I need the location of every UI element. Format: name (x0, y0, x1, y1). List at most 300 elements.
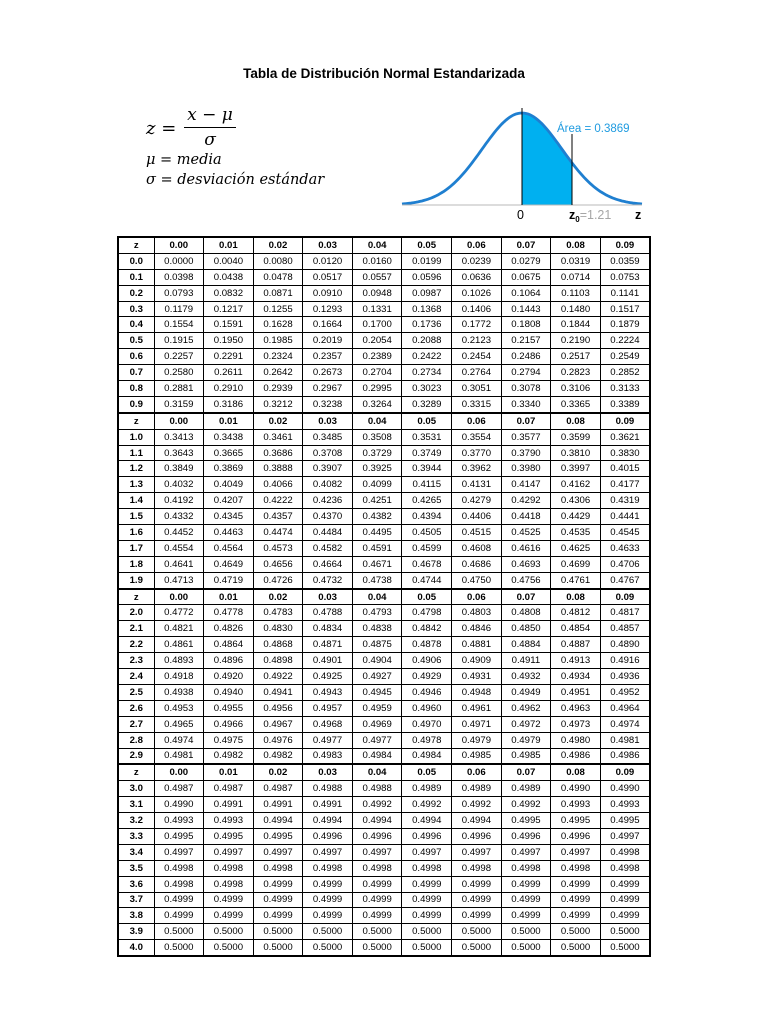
table-cell: 0.4948 (452, 684, 502, 700)
table-cell: 0.4756 (501, 572, 551, 588)
table-cell: 0.2123 (452, 333, 502, 349)
table-cell: 0.4192 (154, 493, 204, 509)
table-cell: 0.2224 (600, 333, 650, 349)
table-cell: 0.4998 (253, 860, 303, 876)
table-cell: 0.3869 (204, 461, 254, 477)
table-cell: 0.4671 (352, 556, 402, 572)
table-cell: 0.2611 (204, 365, 254, 381)
formula-denominator: σ (204, 130, 216, 151)
header-z: z (118, 764, 154, 780)
table-cell: 0.4236 (303, 493, 353, 509)
table-cell: 0.1844 (551, 317, 601, 333)
table-cell: 0.4998 (352, 860, 402, 876)
column-header: 0.05 (402, 764, 452, 780)
table-cell: 0.4994 (452, 813, 502, 829)
table-cell: 0.4992 (352, 797, 402, 813)
table-cell: 0.4981 (154, 748, 204, 764)
table-cell: 0.4616 (501, 540, 551, 556)
table-cell: 0.2517 (551, 349, 601, 365)
table-row (118, 525, 650, 541)
table-cell: 0.1293 (303, 301, 353, 317)
page-title: Tabla de Distribución Normal Estandarizada (243, 66, 525, 81)
table-cell: 0.3159 (154, 396, 204, 412)
table-cell: 0.4964 (600, 700, 650, 716)
table-cell: 0.4222 (253, 493, 303, 509)
table-cell: 0.4960 (402, 700, 452, 716)
table-cell: 0.4998 (154, 876, 204, 892)
table-cell: 0.2549 (600, 349, 650, 365)
table-row (118, 653, 650, 669)
table-cell: 0.4998 (452, 860, 502, 876)
table-cell: 0.4962 (501, 700, 551, 716)
table-cell: 0.0832 (204, 285, 254, 301)
table-cell: 0.3599 (551, 429, 601, 445)
table-cell: 0.4994 (253, 813, 303, 829)
column-header: 0.04 (352, 589, 402, 605)
table-cell: 0.4981 (600, 732, 650, 748)
table-cell: 0.4996 (551, 828, 601, 844)
table-cell: 0.0000 (154, 253, 204, 269)
table-cell: 0.2324 (253, 349, 303, 365)
table-cell: 0.4999 (303, 876, 353, 892)
table-cell: 0.4993 (600, 797, 650, 813)
table-cell: 0.4066 (253, 477, 303, 493)
table-cell: 0.2852 (600, 365, 650, 381)
table-cell: 0.0910 (303, 285, 353, 301)
table-row (118, 797, 650, 813)
row-z-value: 1.1 (118, 445, 154, 461)
table-header-row (118, 237, 650, 253)
table-cell: 0.3413 (154, 429, 204, 445)
table-cell: 0.1950 (204, 333, 254, 349)
table-cell: 0.1915 (154, 333, 204, 349)
row-z-value: 1.2 (118, 461, 154, 477)
table-cell: 0.2291 (204, 349, 254, 365)
table-cell: 0.3749 (402, 445, 452, 461)
table-cell: 0.1064 (501, 285, 551, 301)
table-cell: 0.4788 (303, 605, 353, 621)
formula-sd-definition: σ = desviación estándar (146, 172, 325, 188)
table-cell: 0.4966 (204, 716, 254, 732)
table-cell: 0.3790 (501, 445, 551, 461)
table-cell: 0.4904 (352, 653, 402, 669)
table-cell: 0.2019 (303, 333, 353, 349)
table-cell: 0.5000 (303, 924, 353, 940)
table-cell: 0.4535 (551, 525, 601, 541)
table-cell: 0.1664 (303, 317, 353, 333)
table-cell: 0.4992 (501, 797, 551, 813)
table-cell: 0.0080 (253, 253, 303, 269)
table-cell: 0.4719 (204, 572, 254, 588)
formula-numerator: x − μ (187, 105, 233, 125)
table-cell: 0.4599 (402, 540, 452, 556)
table-cell: 0.4998 (154, 860, 204, 876)
row-z-value: 3.8 (118, 908, 154, 924)
table-cell: 0.2054 (352, 333, 402, 349)
table-cell: 0.4515 (452, 525, 502, 541)
table-cell: 0.4999 (204, 892, 254, 908)
row-z-value: 1.7 (118, 540, 154, 556)
table-cell: 0.4991 (303, 797, 353, 813)
table-cell: 0.4573 (253, 540, 303, 556)
column-header: 0.06 (452, 764, 502, 780)
table-cell: 0.4082 (303, 477, 353, 493)
table-cell: 0.5000 (402, 924, 452, 940)
table-cell: 0.4686 (452, 556, 502, 572)
fraction-bar (184, 127, 236, 128)
table-cell: 0.5000 (154, 940, 204, 956)
table-cell: 0.0359 (600, 253, 650, 269)
table-cell: 0.3770 (452, 445, 502, 461)
row-z-value: 2.3 (118, 653, 154, 669)
table-cell: 0.4998 (551, 860, 601, 876)
table-cell: 0.4049 (204, 477, 254, 493)
table-cell: 0.3888 (253, 461, 303, 477)
table-cell: 0.4996 (452, 828, 502, 844)
table-cell: 0.5000 (303, 940, 353, 956)
axis-z-label: z (635, 208, 642, 222)
table-cell: 0.4999 (551, 892, 601, 908)
column-header: 0.05 (402, 237, 452, 253)
table-cell: 0.4970 (402, 716, 452, 732)
table-cell: 0.4976 (253, 732, 303, 748)
table-cell: 0.4783 (253, 605, 303, 621)
table-cell: 0.2764 (452, 365, 502, 381)
table-cell: 0.4713 (154, 572, 204, 588)
table-cell: 0.4357 (253, 509, 303, 525)
table-cell: 0.3438 (204, 429, 254, 445)
table-cell: 0.0753 (600, 269, 650, 285)
table-cell: 0.4999 (600, 892, 650, 908)
normal-curve-figure (398, 104, 648, 226)
table-cell: 0.4582 (303, 540, 353, 556)
table-cell: 0.4963 (551, 700, 601, 716)
row-z-value: 1.4 (118, 493, 154, 509)
table-cell: 0.4999 (402, 892, 452, 908)
table-header-row (118, 589, 650, 605)
table-cell: 0.4971 (452, 716, 502, 732)
table-cell: 0.3997 (551, 461, 601, 477)
table-cell: 0.4998 (303, 860, 353, 876)
table-row (118, 396, 650, 412)
table-cell: 0.3023 (402, 381, 452, 397)
table-cell: 0.2088 (402, 333, 452, 349)
table-row (118, 684, 650, 700)
table-cell: 0.4994 (303, 813, 353, 829)
table-cell: 0.1700 (352, 317, 402, 333)
table-cell: 0.4999 (600, 908, 650, 924)
table-cell: 0.4996 (501, 828, 551, 844)
table-cell: 0.4887 (551, 637, 601, 653)
table-row (118, 540, 650, 556)
table-cell: 0.4936 (600, 669, 650, 685)
table-cell: 0.4429 (551, 509, 601, 525)
table-cell: 0.3340 (501, 396, 551, 412)
table-cell: 0.4505 (402, 525, 452, 541)
table-row (118, 940, 650, 956)
table-cell: 0.4974 (600, 716, 650, 732)
table-cell: 0.1480 (551, 301, 601, 317)
table-cell: 0.4927 (352, 669, 402, 685)
row-z-value: 3.1 (118, 797, 154, 813)
table-cell: 0.4803 (452, 605, 502, 621)
table-cell: 0.2422 (402, 349, 452, 365)
table-cell: 0.4893 (154, 653, 204, 669)
column-header: 0.00 (154, 413, 204, 429)
table-cell: 0.4901 (303, 653, 353, 669)
row-z-value: 0.7 (118, 365, 154, 381)
table-cell: 0.4940 (204, 684, 254, 700)
table-cell: 0.4932 (501, 669, 551, 685)
column-header: 0.07 (501, 237, 551, 253)
table-cell: 0.0478 (253, 269, 303, 285)
row-z-value: 2.6 (118, 700, 154, 716)
table-cell: 0.4997 (452, 844, 502, 860)
z-score-formula (146, 104, 406, 194)
table-row (118, 301, 650, 317)
table-cell: 0.4999 (154, 892, 204, 908)
table-cell: 0.5000 (253, 924, 303, 940)
table-cell: 0.4968 (303, 716, 353, 732)
table-cell: 0.4999 (402, 876, 452, 892)
column-header: 0.04 (352, 237, 402, 253)
column-header: 0.07 (501, 764, 551, 780)
table-cell: 0.4994 (352, 813, 402, 829)
table-cell: 0.1406 (452, 301, 502, 317)
table-cell: 0.4761 (551, 572, 601, 588)
table-cell: 0.4972 (501, 716, 551, 732)
z0-value: =1.21 (579, 208, 612, 222)
table-row (118, 333, 650, 349)
table-cell: 0.4406 (452, 509, 502, 525)
row-z-value: 3.4 (118, 844, 154, 860)
table-cell: 0.0557 (352, 269, 402, 285)
table-row (118, 669, 650, 685)
table-cell: 0.0040 (204, 253, 254, 269)
row-z-value: 0.6 (118, 349, 154, 365)
table-cell: 0.4925 (303, 669, 353, 685)
column-header: 0.09 (600, 237, 650, 253)
table-cell: 0.4767 (600, 572, 650, 588)
table-cell: 0.4999 (551, 876, 601, 892)
table-cell: 0.4999 (452, 892, 502, 908)
table-cell: 0.4998 (204, 860, 254, 876)
table-cell: 0.3577 (501, 429, 551, 445)
table-cell: 0.4951 (551, 684, 601, 700)
table-cell: 0.4452 (154, 525, 204, 541)
table-cell: 0.4998 (402, 860, 452, 876)
table-cell: 0.4987 (154, 781, 204, 797)
table-cell: 0.4978 (402, 732, 452, 748)
column-header: 0.02 (253, 589, 303, 605)
table-cell: 0.4750 (452, 572, 502, 588)
table-cell: 0.4641 (154, 556, 204, 572)
column-header: 0.00 (154, 589, 204, 605)
table-cell: 0.0398 (154, 269, 204, 285)
table-cell: 0.4625 (551, 540, 601, 556)
column-header: 0.09 (600, 589, 650, 605)
table-cell: 0.4878 (402, 637, 452, 653)
formula-fraction (184, 104, 236, 151)
table-cell: 0.4162 (551, 477, 601, 493)
table-cell: 0.4418 (501, 509, 551, 525)
table-cell: 0.3389 (600, 396, 650, 412)
table-cell: 0.4474 (253, 525, 303, 541)
table-row (118, 732, 650, 748)
table-cell: 0.4998 (600, 844, 650, 860)
table-row (118, 748, 650, 764)
table-cell: 0.2580 (154, 365, 204, 381)
table-cell: 0.4945 (352, 684, 402, 700)
table-cell: 0.4993 (154, 813, 204, 829)
table-cell: 0.4997 (253, 844, 303, 860)
table-cell: 0.4959 (352, 700, 402, 716)
table-cell: 0.4999 (204, 908, 254, 924)
table-cell: 0.4999 (551, 908, 601, 924)
table-cell: 0.4965 (154, 716, 204, 732)
table-cell: 0.4884 (501, 637, 551, 653)
table-cell: 0.4996 (352, 828, 402, 844)
formula-lhs: z = (146, 118, 177, 139)
row-z-value: 1.0 (118, 429, 154, 445)
table-cell: 0.4850 (501, 621, 551, 637)
table-cell: 0.4649 (204, 556, 254, 572)
table-cell: 0.3051 (452, 381, 502, 397)
table-cell: 0.5000 (600, 940, 650, 956)
table-cell: 0.3264 (352, 396, 402, 412)
table-cell: 0.2881 (154, 381, 204, 397)
table-cell: 0.2257 (154, 349, 204, 365)
table-cell: 0.4995 (154, 828, 204, 844)
table-row (118, 700, 650, 716)
column-header: 0.07 (501, 589, 551, 605)
table-row (118, 892, 650, 908)
table-cell: 0.2389 (352, 349, 402, 365)
table-cell: 0.1628 (253, 317, 303, 333)
row-z-value: 0.0 (118, 253, 154, 269)
table-cell: 0.4821 (154, 621, 204, 637)
column-header: 0.03 (303, 413, 353, 429)
table-cell: 0.4177 (600, 477, 650, 493)
table-cell: 0.5000 (352, 924, 402, 940)
table-cell: 0.3980 (501, 461, 551, 477)
table-cell: 0.4941 (253, 684, 303, 700)
table-cell: 0.4989 (452, 781, 502, 797)
column-header: 0.01 (204, 764, 254, 780)
table-cell: 0.2486 (501, 349, 551, 365)
table-cell: 0.3810 (551, 445, 601, 461)
row-z-value: 3.0 (118, 781, 154, 797)
column-header: 0.05 (402, 589, 452, 605)
table-cell: 0.1141 (600, 285, 650, 301)
table-cell: 0.5000 (452, 924, 502, 940)
table-cell: 0.4846 (452, 621, 502, 637)
table-cell: 0.1443 (501, 301, 551, 317)
row-z-value: 0.3 (118, 301, 154, 317)
table-cell: 0.4678 (402, 556, 452, 572)
column-header: 0.05 (402, 413, 452, 429)
z0-symbol: z (569, 208, 576, 222)
table-cell: 0.4999 (154, 908, 204, 924)
row-z-value: 1.6 (118, 525, 154, 541)
table-header-row (118, 413, 650, 429)
table-cell: 0.4744 (402, 572, 452, 588)
row-z-value: 0.4 (118, 317, 154, 333)
table-cell: 0.0319 (551, 253, 601, 269)
table-cell: 0.4986 (600, 748, 650, 764)
table-cell: 0.4984 (402, 748, 452, 764)
table-cell: 0.0279 (501, 253, 551, 269)
row-z-value: 3.3 (118, 828, 154, 844)
table-cell: 0.4989 (501, 781, 551, 797)
table-cell: 0.4990 (551, 781, 601, 797)
table-cell: 0.1331 (352, 301, 402, 317)
table-cell: 0.4545 (600, 525, 650, 541)
table-cell: 0.4995 (253, 828, 303, 844)
table-cell: 0.4977 (352, 732, 402, 748)
table-cell: 0.4977 (303, 732, 353, 748)
table-cell: 0.4834 (303, 621, 353, 637)
table-row (118, 813, 650, 829)
table-cell: 0.0120 (303, 253, 353, 269)
table-cell: 0.3643 (154, 445, 204, 461)
table-cell: 0.4909 (452, 653, 502, 669)
column-header: 0.03 (303, 237, 353, 253)
table-cell: 0.4999 (501, 892, 551, 908)
table-cell: 0.0675 (501, 269, 551, 285)
table-cell: 0.5000 (253, 940, 303, 956)
header-z: z (118, 237, 154, 253)
table-cell: 0.4997 (551, 844, 601, 860)
table-cell: 0.4986 (551, 748, 601, 764)
table-cell: 0.3907 (303, 461, 353, 477)
column-header: 0.02 (253, 413, 303, 429)
table-cell: 0.4975 (204, 732, 254, 748)
table-cell: 0.4922 (253, 669, 303, 685)
table-cell: 0.1808 (501, 317, 551, 333)
table-cell: 0.5000 (204, 924, 254, 940)
column-header: 0.06 (452, 413, 502, 429)
table-cell: 0.4913 (551, 653, 601, 669)
table-cell: 0.4988 (303, 781, 353, 797)
table-cell: 0.4656 (253, 556, 303, 572)
table-cell: 0.3708 (303, 445, 353, 461)
row-z-value: 1.3 (118, 477, 154, 493)
table-cell: 0.4955 (204, 700, 254, 716)
table-cell: 0.4554 (154, 540, 204, 556)
column-header: 0.08 (551, 413, 601, 429)
table-cell: 0.4998 (501, 860, 551, 876)
table-cell: 0.4999 (352, 892, 402, 908)
table-cell: 0.4871 (303, 637, 353, 653)
table-cell: 0.3686 (253, 445, 303, 461)
row-z-value: 0.9 (118, 396, 154, 412)
table-cell: 0.2910 (204, 381, 254, 397)
table-cell: 0.4997 (600, 828, 650, 844)
table-cell: 0.3212 (253, 396, 303, 412)
row-z-value: 2.7 (118, 716, 154, 732)
table-cell: 0.4998 (204, 876, 254, 892)
table-cell: 0.4861 (154, 637, 204, 653)
table-cell: 0.4979 (501, 732, 551, 748)
table-cell: 0.4999 (303, 908, 353, 924)
table-cell: 0.1217 (204, 301, 254, 317)
row-z-value: 2.0 (118, 605, 154, 621)
table-cell: 0.4864 (204, 637, 254, 653)
table-cell: 0.1517 (600, 301, 650, 317)
table-cell: 0.0199 (402, 253, 452, 269)
table-row (118, 924, 650, 940)
